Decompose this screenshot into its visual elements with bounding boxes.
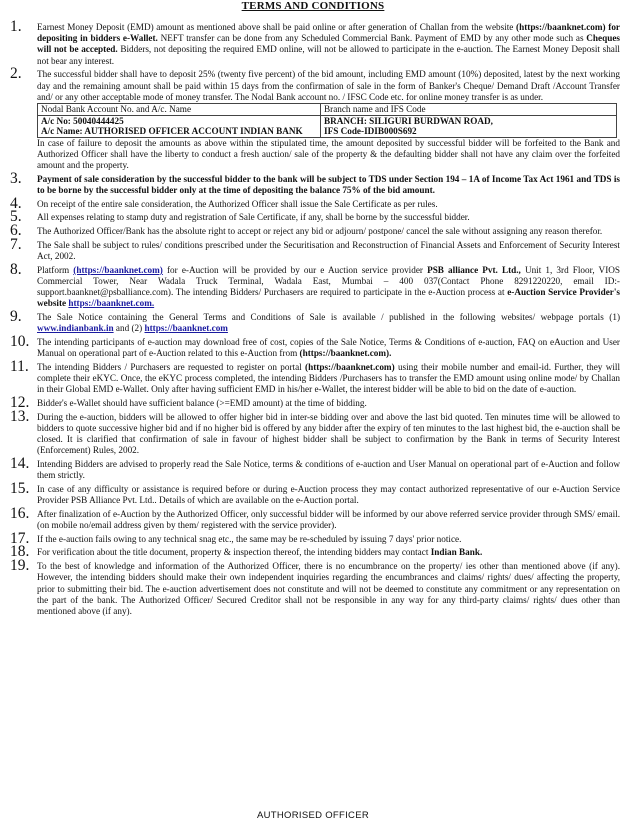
clause-number: 3.: [10, 169, 22, 187]
clause-text: Earnest Money Deposit (EMD) amount as mentioned above shall be paid online or after generation of Challan from the website (https://baanknet.com) for depositing in bidders e-Wallet. NEFT transfer can be done from any Scheduled Commercial Bank. Payment of EMD by any other mode such as Cheques will not be accepted. Bidders, not depositing the required EMD online, will not be allowed to participate in the e-auction. The Earnest Money Deposit shall not bear any interest.: [37, 22, 620, 66]
table-cell: Branch name and IFS Code: [321, 103, 617, 115]
table-row: [38, 115, 617, 137]
clause-19: [10, 557, 620, 617]
clause-text: The Sale Notice containing the General Terms and Conditions of Sale is available / published in the following websites/ webpage portals (1) www.indianbank.in and (2) https://baanknet.com: [37, 312, 620, 334]
url-link[interactable]: https://baanknet.com.: [68, 298, 155, 309]
clause-text: The intending participants of e-auction may download free of cost, copies of the Sale Notice, Terms & Conditions of e-auction, FAQ on eAuction and User Manual on operational part of e-Auction related to this e-Auction from (https://baanknet.com).: [37, 336, 620, 359]
clause-text: To the best of knowledge and information of the Authorized Officer, there is no encumbrance on the property/ ies other than mentioned above (if any). However, the intending bidders should make their own independent inquiries regarding the encumbrances and claims/ rights/ dues/ affecting the property, prior to submitting their bid. The e-auction advertisement does not constitute and will not be deemed to constitute any commitment or any representation on the part of the bank. The Authorized Officer/ Secured Creditor shall not be responsible in any way for any third-party claims/ rights/ dues other than mentioned above (if any).: [37, 561, 620, 616]
clause-text: For verification about the title document, property & inspection thereof, the intending bidders may contact Indian Bank.: [37, 547, 483, 558]
bank-account-table: [37, 103, 617, 138]
clause-text: Payment of sale consideration by the successful bidder to the bank will be subject to TDS under Section 194 – 1A of Income Tax Act 1961 and TDS is to be borne by the successful bidder only at the time of depositing the balance 75% of the bid amount.: [37, 173, 620, 196]
url-link[interactable]: https://baanknet.com: [144, 323, 228, 334]
clause-number: 9.: [10, 308, 22, 326]
clause-number: 10.: [10, 332, 30, 350]
clause-text: In case of any difficulty or assistance is required before or during e-Auction process they may contact authorized representative of our e-Auction Service Provider PSB Alliance Pvt. Ltd.. Details of which are available on the e-Auction portal.: [37, 483, 620, 506]
clause-number: 8.: [10, 260, 22, 278]
clause-13: [10, 407, 620, 457]
clause-number: 4.: [10, 194, 22, 212]
url-link[interactable]: (https://baanknet.com): [73, 264, 163, 275]
table-cell: Nodal Bank Account No. and A/c. Name: [38, 103, 321, 115]
page-title: TERMS AND CONDITIONS: [241, 0, 385, 12]
clause-number: 5.: [10, 208, 22, 226]
clause-number: 15.: [10, 479, 30, 497]
clause-16: [10, 504, 620, 531]
clause-text: During the e-auction, bidders will be allowed to offer higher bid in inter-se bidding over and above the last bid quoted. Ten minutes time will be allowed to bidders to quote successive higher bid and if no higher bid is offered by any bidder after the expiry of ten minutes to the last highest bid, the e-auction shall be closed. It is clarified that confirmation of sale in favour of highest bidder shall be subject to confirmation by the Bank in terms of Security Interest (Enforcement) Rules, 2002.: [37, 411, 620, 456]
clause-number: 6.: [10, 222, 22, 240]
clause-text: The intending Bidders / Purchasers are requested to register on portal (https://baanknet.com) using their mobile number and email-id. Further, they will complete their eKYC. Once, the eKYC process completed, the intending Bidders /Purchasers has to transfer the EMD amount using online mode/ by Challan in their Global EMD e-Wallet. Only after having sufficient EMD in his/her e-Wallet, the interest bidder will be able to bid on the date of e-auction.: [37, 361, 620, 395]
signature-label: AUTHORISED OFFICER: [256, 810, 369, 821]
clause-text: The Sale shall be subject to rules/ conditions prescribed under the Securitisation and Reconstruction of Financial Assets and Enforcement of Security Interest Act, 2002.: [37, 239, 620, 262]
clause-number: 14.: [10, 454, 30, 472]
clause-2: [10, 65, 620, 171]
clause-10: [10, 332, 620, 359]
clause-7: [10, 235, 620, 262]
clause-9: [10, 308, 620, 334]
clause-text: Platform (https://baanknet.com) for e-Auction will be provided by our e Auction service provider PSB alliance Pvt. Ltd., Unit 1, 3rd Floor, VIOS Commercial Tower, Near Wadala Truck Terminal, Wadala East, Mumbai – 400 037(Contact Phone 8291220220, email ID:- support.baanknet@psballiance.com). The intending Bidders/ Purchasers are required to participate in the e-Auction process at e-Auction Service Provider's website https://baanknet.com.: [37, 264, 620, 309]
clause-text: If the e-auction fails owing to any technical snag etc., the same may be re-scheduled by issuing 7 days' prior notice.: [37, 533, 462, 544]
clause-number: 16.: [10, 504, 30, 522]
clause-3: [10, 169, 620, 196]
clause-8: [10, 260, 620, 310]
table-row: [38, 103, 617, 115]
clause-number: 19.: [10, 557, 30, 575]
terms-list: [10, 18, 620, 620]
table-cell: A/c No: 50040444425 A/c Name: AUTHORISED OFFICER ACCOUNT INDIAN BANK: [38, 115, 321, 137]
clause-text: Intending Bidders are advised to properly read the Sale Notice, terms & conditions of e-auction and User Manual on operational part of e-Auction and follow them strictly.: [37, 458, 620, 481]
clause-text: In case of failure to deposit the amounts as above within the stipulated time, the amount deposited by successful bidder will be forfeited to the Bank and Authorized Officer shall have the liberty to conduct a fresh auction/ sale of the property & the defaulting bidder shall not have any claim over the forfeited amount and the property.: [37, 137, 620, 171]
clause-text: On receipt of the entire sale consideration, the Authorized Officer shall issue the Sale Certificate as per rules.: [37, 198, 438, 209]
clause-number: 11.: [10, 357, 29, 375]
clause-text: The Authorized Officer/Bank has the absolute right to accept or reject any bid or adjourn/ postpone/ cancel the sale without assigning any reason therefor.: [37, 226, 603, 237]
clause-15: [10, 479, 620, 506]
clause-number: 2.: [10, 65, 22, 83]
clause-17: [10, 529, 620, 547]
clause-number: 1.: [10, 18, 22, 35]
clause-number: 17.: [10, 529, 30, 547]
clause-1: [10, 18, 620, 67]
clause-14: [10, 454, 620, 481]
clause-5: [10, 208, 620, 226]
clause-number: 12.: [10, 393, 30, 411]
clause-number: 13.: [10, 407, 30, 425]
clause-text: Bidder's e-Wallet should have sufficient balance (>=EMD amount) at the time of bidding.: [37, 397, 367, 408]
clause-18: [10, 543, 620, 561]
clause-text: The successful bidder shall have to deposit 25% (twenty five percent) of the bid amount, including EMD amount (10%) deposited, latest by the next working day and the remaining amount shall be paid within 15 days from the confirmation of sale in the form of Banker's Cheque/ Demand Draft /Account Transfer and/ or any other acceptable mode of money transfer. The Nodal Bank account no. / IFSC Code etc. for online money transfer is as under.: [37, 69, 620, 102]
clause-number: 7.: [10, 235, 22, 253]
clause-text: After finalization of e-Auction by the Authorized Officer, only successful bidder will be informed by our above referred service provider through SMS/ email. (on mobile no/email address given by them/ registered with the service provider).: [37, 508, 620, 530]
table-cell: BRANCH: SILIGURI BURDWAN ROAD, IFS Code-IDIB000S692: [321, 115, 617, 137]
clause-text: All expenses relating to stamp duty and registration of Sale Certificate, if any, shall be borne by the successful bidder.: [37, 212, 470, 223]
clause-12: [10, 393, 620, 411]
clause-4: [10, 194, 620, 212]
url-link[interactable]: www.indianbank.in: [37, 323, 114, 334]
clause-11: [10, 357, 620, 396]
clause-number: 18.: [10, 543, 30, 561]
clause-6: [10, 222, 620, 240]
